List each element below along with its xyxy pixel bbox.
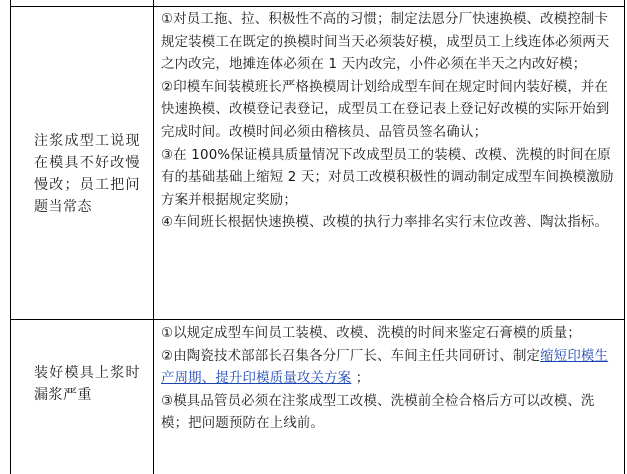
table-column-divider [153,0,154,474]
measure-item: ④车间班长根据快速换模、改模的执行力率排名实行末位改善、陶汰指标。 [161,215,609,231]
plan-link[interactable]: 缩短印模生产周期、提升印模质量攻关方案 [161,348,609,387]
measures-cell-2 [161,323,615,436]
table-border-left [10,0,11,474]
measure-item: ②印模车间装模班长严格换模周计划给成型车间在规定时间内装好模，并在快速换模、改模登记表登记，成型员工在登记表上登记好改模的实际开始到完成时间。改模时间必须由稽核员、品管员签名确认； [161,79,610,140]
table-border-right [624,0,625,474]
measure-item: ①以规定成型车间员工装模、改模、洗模的时间来鉴定石膏模的质量； [161,326,581,341]
measure-text: ； [351,371,370,387]
problem-cell-1 [34,130,140,218]
measure-item [161,346,615,391]
measures-cell-1 [161,9,615,235]
table-border-top [10,6,624,7]
measure-text: ②由陶瓷技术部部长召集各分厂厂长、车间主任共同研讨、制定 [161,348,541,364]
problem-text-2: 装好模具上浆时漏浆严重 [34,365,140,403]
measure-item: ①对员工拖、拉、积极性不高的习惯；制定法恩分厂快速换模、改模控制卡规定装模工在既定的换模时间当天必须装好模，成型员工上线连体必须两天之内改完，地摊连体必须在 1 天内改完，小件必须在半天之内改好模； [161,12,610,73]
problem-text-1: 注浆成型工说现在模具不好改慢慢改；员工把问题当常态 [34,133,140,215]
measure-item: ③在 100%保证模具质量情况下改成型员工的装模、改模、洗模的时间在原有的基础基础上缩短 2 天；对员工改模积极性的调动制定成型车间换模激励方案并根据规定奖励； [161,147,614,208]
problem-cell-2 [34,362,140,406]
measure-item: ③模具品管员必须在注浆成型工改模、洗模前全检合格后方可以改模、洗模；把问题预防在上线前。 [161,393,595,432]
table-row-divider [10,319,624,320]
